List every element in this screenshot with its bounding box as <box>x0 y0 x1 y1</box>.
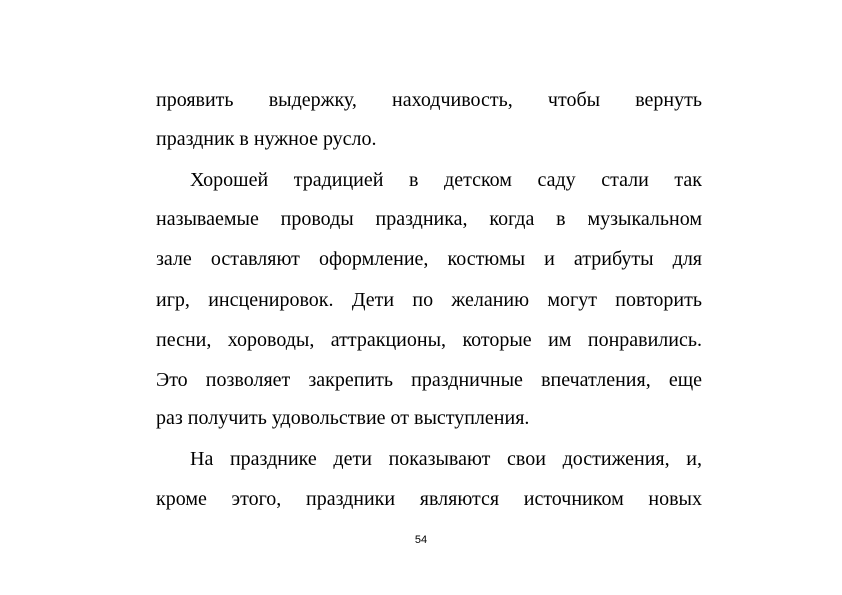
text-line: праздник в нужное русло. <box>156 128 377 150</box>
text-line: проявить выдержку, находчивость, чтобы вернуть <box>156 89 702 111</box>
text-line: называемые проводы праздника, когда в музыкальном <box>156 208 702 230</box>
text-line: игр, инсценировок. Дети по желанию могут повторить <box>156 289 702 311</box>
text-line: На празднике дети показывают свои достижения, и, <box>190 448 702 470</box>
text-line: Это позволяет закрепить праздничные впечатления, еще <box>156 369 702 391</box>
page-number: 54 <box>414 534 428 546</box>
text-line: зале оставляют оформление, костюмы и атрибуты для <box>156 248 702 270</box>
text-line: кроме этого, праздники являются источником новых <box>156 488 702 510</box>
text-line: Хорошей традицией в детском саду стали так <box>190 169 702 191</box>
text-line: раз получить удовольствие от выступления. <box>156 407 530 429</box>
text-line: песни, хороводы, аттракционы, которые им понравились. <box>156 329 702 351</box>
